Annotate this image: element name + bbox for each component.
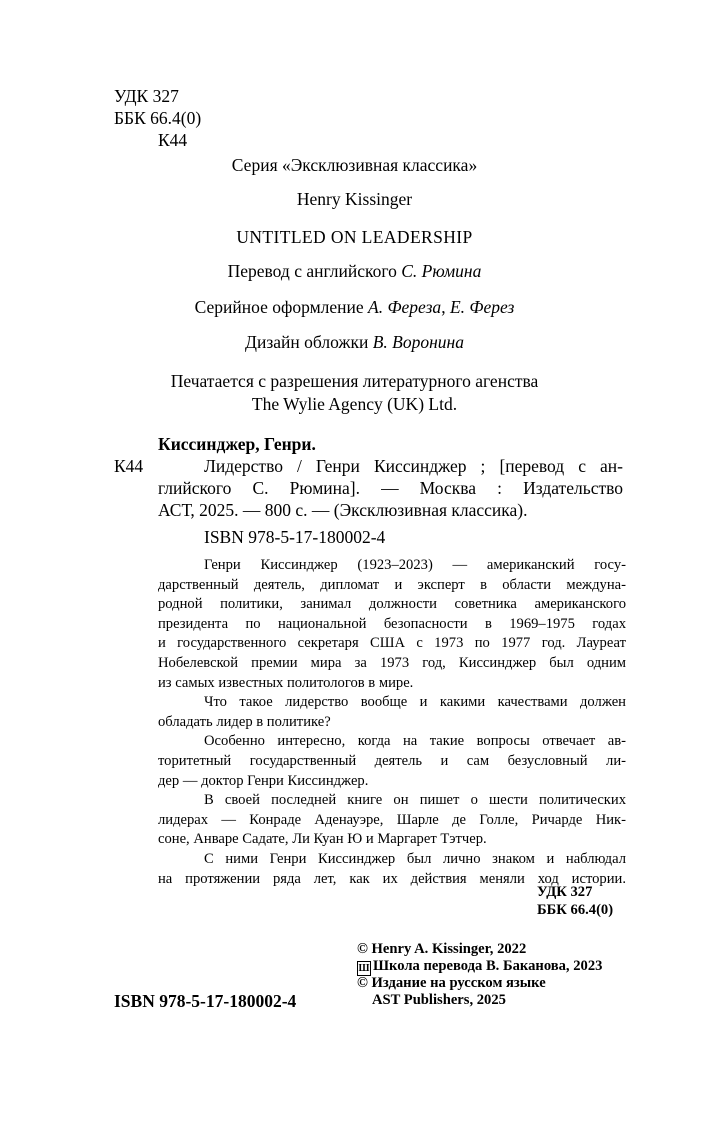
annotation-line: В своей последней книге он пишет о шести политических	[204, 792, 626, 809]
copyright-line-4: AST Publishers, 2025	[372, 992, 506, 1008]
catalog-line: глийского С. Рюмина]. — Москва : Издательство	[158, 478, 623, 498]
copyright-line-1: © Henry A. Kissinger, 2022	[357, 941, 527, 957]
translation-school-logo-icon: Ш	[358, 963, 370, 974]
annotation-line: и государственного секретаря США с 1973 по 1977 год. Лауреат	[158, 635, 626, 652]
isbn-bottom: ISBN 978-5-17-180002-4	[114, 991, 297, 1011]
annotation-line: родной политики, занимал должности советника американского	[158, 596, 626, 613]
annotation	[158, 556, 626, 889]
catalog-description	[158, 455, 623, 521]
catalog-mark: К44	[114, 456, 144, 476]
translation-credit	[0, 260, 709, 282]
catalog-line: АСТ, 2025. — 800 с. — (Эксклюзивная классика).	[158, 500, 528, 520]
annotation-line: президента по национальной безопасности в 1969–1975 годах	[158, 615, 626, 632]
annotation-line: из самых известных политологов в мире.	[158, 674, 414, 691]
copyright-line-2	[357, 958, 602, 976]
bbk-top: ББК 66.4(0)	[114, 108, 202, 128]
series-designer-2: Е. Ферез	[449, 297, 515, 317]
annotation-line: Нобелевской премии мира за 1973 год, Киссинджер был одним	[158, 654, 626, 671]
series-design-separator: ,	[441, 297, 446, 317]
annotation-paragraph	[158, 791, 626, 850]
annotation-line: С ними Генри Киссинджер был лично знаком и наблюдал	[204, 850, 626, 867]
translator-name: С. Рюмина	[401, 261, 482, 281]
annotation-line: лидерах — Конраде Аденауэре, Шарле де Голле, Ричарде Ник-	[158, 811, 626, 828]
annotation-line: Особенно интересно, когда на такие вопросы отвечает ав-	[204, 733, 626, 750]
catalog-heading: Киссинджер, Генри.	[158, 434, 316, 454]
catalog-line: Лидерство / Генри Киссинджер ; [перевод с ан-	[204, 456, 623, 476]
annotation-line: соне, Анваре Садате, Ли Куан Ю и Маргарет Тэтчер.	[158, 831, 487, 848]
annotation-line: дер — доктор Генри Киссинджер.	[158, 772, 369, 789]
annotation-line: Генри Киссинджер (1923–2023) — американский госу-	[204, 557, 626, 573]
annotation-paragraph	[158, 732, 626, 791]
copyright-line-3: © Издание на русском языке	[357, 975, 546, 991]
udk-bottom: УДК 327	[537, 884, 593, 900]
annotation-line: на протяжении ряда лет, как их действия меняли ход истории.	[158, 870, 626, 887]
cover-design-credit	[0, 331, 709, 353]
series-design-label: Серийное оформление	[194, 297, 364, 317]
series-designer-1: А. Фереза	[368, 297, 442, 317]
bbk-bottom: ББК 66.4(0)	[537, 902, 614, 918]
translation-label: Перевод с английского	[227, 261, 397, 281]
copyright-school-text: Школа перевода В. Баканова, 2023	[373, 958, 603, 974]
cover-design-label: Дизайн обложки	[245, 332, 369, 352]
author-mark-top: К44	[158, 130, 188, 150]
annotation-line: обладать лидер в политике?	[158, 713, 331, 730]
original-title: UNTITLED ON LEADERSHIP	[236, 227, 473, 247]
annotation-paragraph	[158, 556, 626, 693]
annotation-line: Что такое лидерство вообще и какими качествами должен	[204, 694, 626, 711]
series-title: Серия «Эксклюзивная классика»	[231, 155, 478, 175]
annotation-line: дарственный деятель, дипломат и эксперт в области междуна-	[158, 576, 626, 593]
annotation-paragraph	[158, 693, 626, 732]
catalog-isbn: ISBN 978-5-17-180002-4	[204, 527, 386, 547]
series-design-credit	[0, 296, 709, 318]
udk-top: УДК 327	[114, 86, 179, 106]
annotation-line: торитетный государственный деятель и сам безусловный ли-	[158, 752, 626, 769]
cover-designer-name: В. Воронина	[372, 332, 464, 352]
permission-line-2: The Wylie Agency (UK) Ltd.	[251, 394, 458, 414]
original-author: Henry Kissinger	[296, 189, 413, 209]
permission-line-1: Печатается с разрешения литературного агенства	[170, 371, 539, 391]
